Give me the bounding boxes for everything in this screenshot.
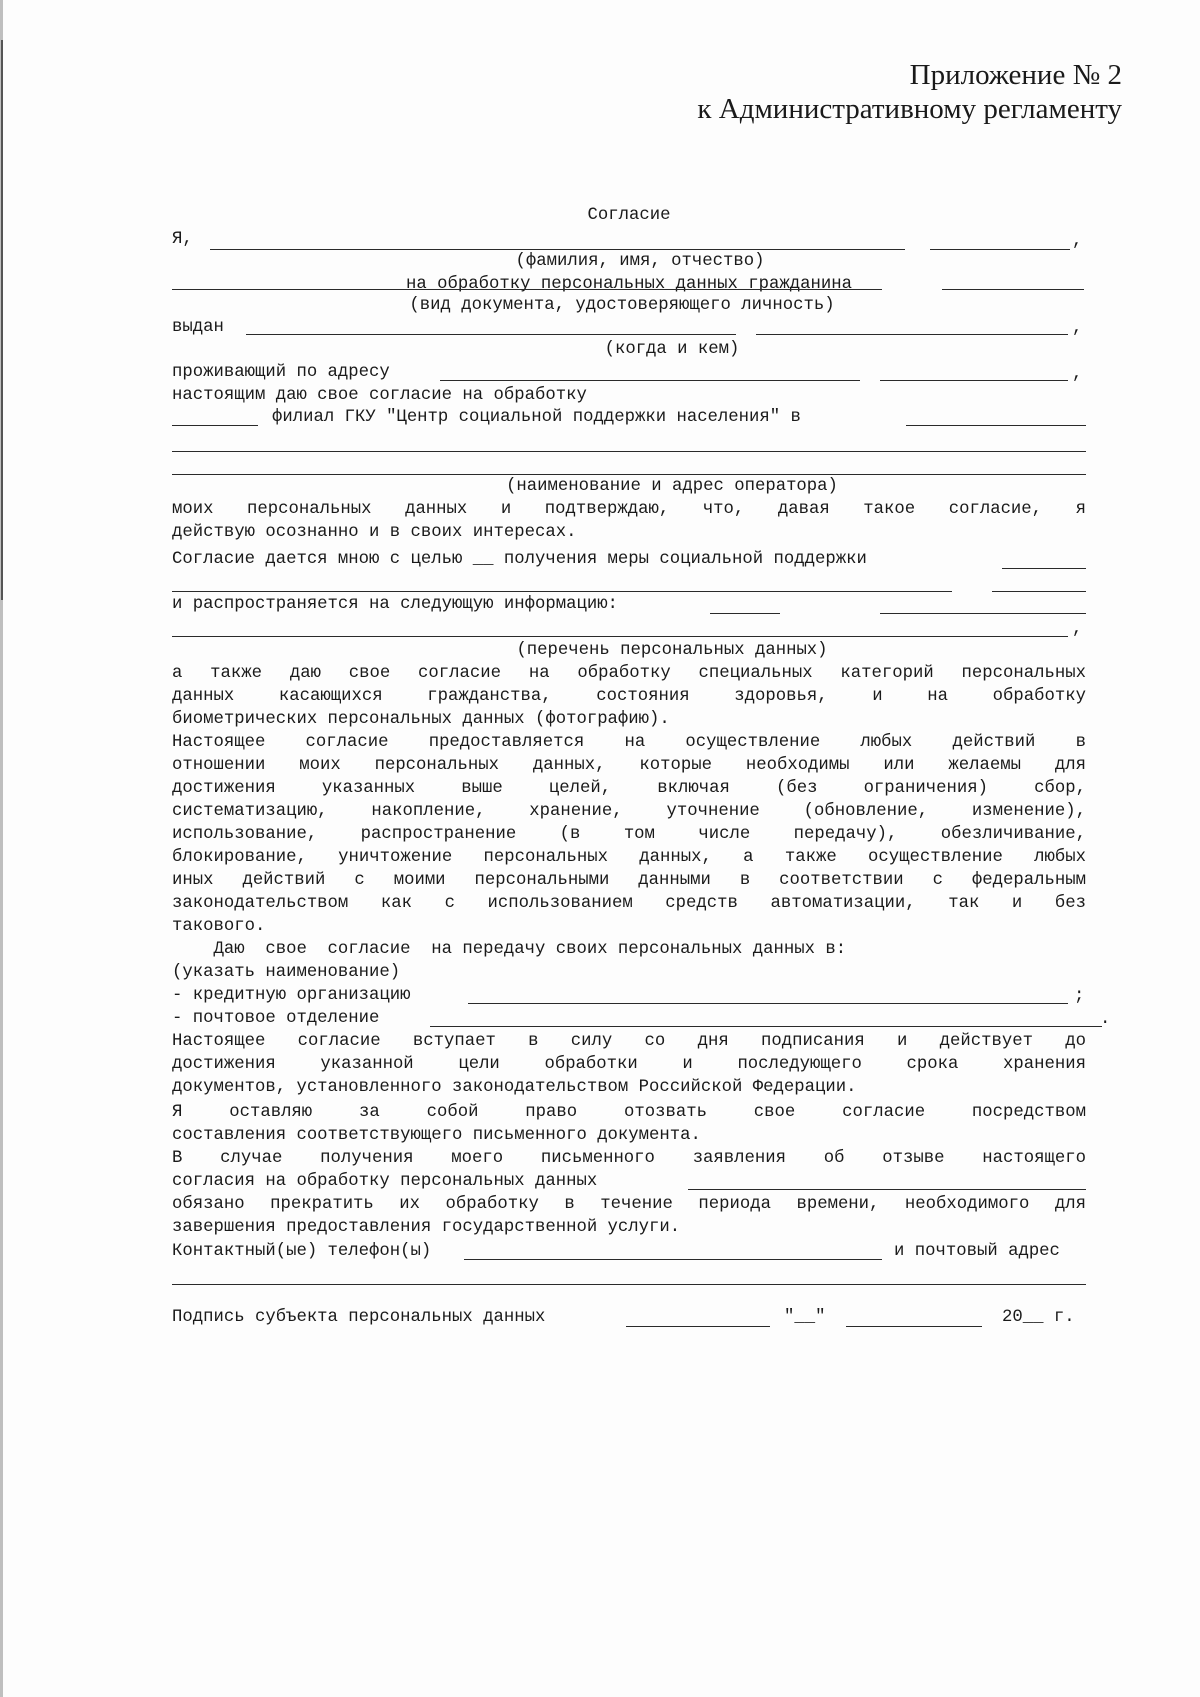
address-comma: , <box>1072 365 1083 384</box>
date-month-field[interactable] <box>846 1326 982 1327</box>
special-line: а также даю свое согласие на обработку специальных категорий персональных <box>172 664 1086 683</box>
id-document-field-end[interactable] <box>942 289 1084 290</box>
credit-org-field[interactable] <box>468 1003 1068 1004</box>
actions-paragraph <box>172 731 1086 938</box>
branch-prefix-field[interactable] <box>172 425 258 426</box>
consent-intro: настоящим даю свое согласие на обработку <box>172 386 587 405</box>
address-field[interactable] <box>440 380 860 381</box>
list-caption: (перечень персональных данных) <box>516 641 828 660</box>
phone-field[interactable] <box>464 1259 882 1260</box>
credit-org-label: - кредитную организацию <box>172 986 411 1005</box>
purpose-field-2-end[interactable] <box>992 591 1086 592</box>
actions-line: достижения указанных выше целей, включая (без ограничения) сбор, <box>172 779 1086 798</box>
fio-caption: (фамилия, имя, отчество) <box>515 252 765 271</box>
transfer-intro: Даю свое согласие на передачу своих персональных данных в: <box>172 940 847 959</box>
issued-caption: (когда и кем) <box>604 340 740 359</box>
date-year: 20__ г. <box>1002 1308 1075 1327</box>
annex-number: Приложение № 2 <box>909 59 1122 91</box>
withdraw-line-1: В случае получения моего письменного заявления об отзыве настоящего <box>172 1149 1086 1168</box>
my-data-line-1: моих персональных данных и подтверждаю, что, давая такое согласие, я <box>172 500 1086 519</box>
validity-line: Настоящее согласие вступает в силу со дня подписания и действует до <box>172 1032 1086 1051</box>
residing-label: проживающий по адресу <box>172 363 390 382</box>
info-comma: , <box>1072 620 1083 639</box>
validity-paragraph <box>172 1030 1086 1099</box>
branch-city-field[interactable] <box>906 425 1086 426</box>
actions-line: отношении моих персональных данных, которые необходимы или желаемы для <box>172 756 1086 775</box>
actions-line: систематизацию, накопление, хранение, уточнение (обновление, изменение), <box>172 802 1086 821</box>
date-day: "__" <box>784 1308 826 1327</box>
operator-caption: (наименование и адрес оператора) <box>506 477 838 496</box>
annex-header <box>697 58 1122 126</box>
post-office-field[interactable] <box>430 1026 1102 1027</box>
validity-line: документов, установленного законодательством Российской Федерации. <box>172 1078 857 1097</box>
post-office-end: . <box>1100 1010 1111 1029</box>
applies-text: и распространяется на следующую информацию: <box>172 595 618 614</box>
actions-line: такового. <box>172 917 266 936</box>
actions-line: использование, распространение (в том числе передачу), обезличивание, <box>172 825 1086 844</box>
special-line: данных касающихся гражданства, состояния здоровья, и на обработку <box>172 687 1086 706</box>
transfer-hint: (указать наименование) <box>172 963 401 982</box>
withdraw-line-2: согласия на обработку персональных данных <box>172 1172 598 1191</box>
issued-field-end[interactable] <box>756 334 1068 335</box>
address-field-end[interactable] <box>880 380 1068 381</box>
signature-label: Подпись субъекта персональных данных <box>172 1308 546 1327</box>
issued-label: выдан <box>172 318 224 337</box>
credit-org-end: ; <box>1074 987 1085 1006</box>
my-data-line-2: действую осознанно и в своих интересах. <box>172 523 577 542</box>
annex-target: к Административному регламенту <box>697 93 1122 125</box>
postal-address-field[interactable] <box>172 1284 1086 1285</box>
info-field-2[interactable] <box>172 636 1068 637</box>
id-document-field[interactable] <box>172 289 882 290</box>
revoke-line: Я оставляю за собой право отозвать свое согласие посредством <box>172 1103 1086 1122</box>
info-field[interactable] <box>710 613 780 614</box>
title-line-2: на обработку персональных данных гражданина <box>406 275 852 294</box>
operator-field-1[interactable] <box>172 451 1086 452</box>
actions-line: Настоящее согласие предоставляется на осуществление любых действий в <box>172 733 1086 752</box>
operator-name-field[interactable] <box>688 1189 1086 1190</box>
signature-field[interactable] <box>626 1326 770 1327</box>
issued-comma: , <box>1072 319 1083 338</box>
postal-label: и почтовый адрес <box>894 1242 1060 1261</box>
validity-line: достижения указанной цели обработки и последующего срока хранения <box>172 1055 1086 1074</box>
special-categories-paragraph <box>172 662 1086 731</box>
purpose-field-2[interactable] <box>172 591 952 592</box>
post-office-label: - почтовое отделение <box>172 1009 380 1028</box>
id-document-caption: (вид документа, удостоверяющего личность) <box>409 296 835 315</box>
i-label: Я, <box>172 230 193 249</box>
fio-comma: , <box>1072 232 1083 251</box>
purpose-field[interactable] <box>1002 568 1086 569</box>
actions-line: иных действий с моими персональными данными в соответствии с федеральным <box>172 871 1086 890</box>
withdraw-line-4: завершения предоставления государственной услуги. <box>172 1218 681 1237</box>
issued-field[interactable] <box>246 334 736 335</box>
title-line-1: Согласие <box>587 206 671 225</box>
actions-line: блокирование, уничтожение персональных данных, а также осуществление любых <box>172 848 1086 867</box>
info-field-end[interactable] <box>880 613 1086 614</box>
scan-edge-shadow <box>1 40 3 600</box>
purpose-text: Согласие дается мною с целью __ получения меры социальной поддержки <box>172 550 867 569</box>
actions-line: законодательством как с использованием средств автоматизации, так и без <box>172 894 1086 913</box>
withdraw-line-3: обязано прекратить их обработку в течение периода времени, необходимого для <box>172 1195 1086 1214</box>
special-line: биометрических персональных данных (фотографию). <box>172 710 670 729</box>
branch-text: филиал ГКУ "Центр социальной поддержки населения" в <box>272 408 801 427</box>
contacts-label: Контактный(ые) телефон(ы) <box>172 1242 432 1261</box>
revoke-paragraph <box>172 1101 1086 1147</box>
revoke-line: составления соответствующего письменного документа. <box>172 1126 701 1145</box>
